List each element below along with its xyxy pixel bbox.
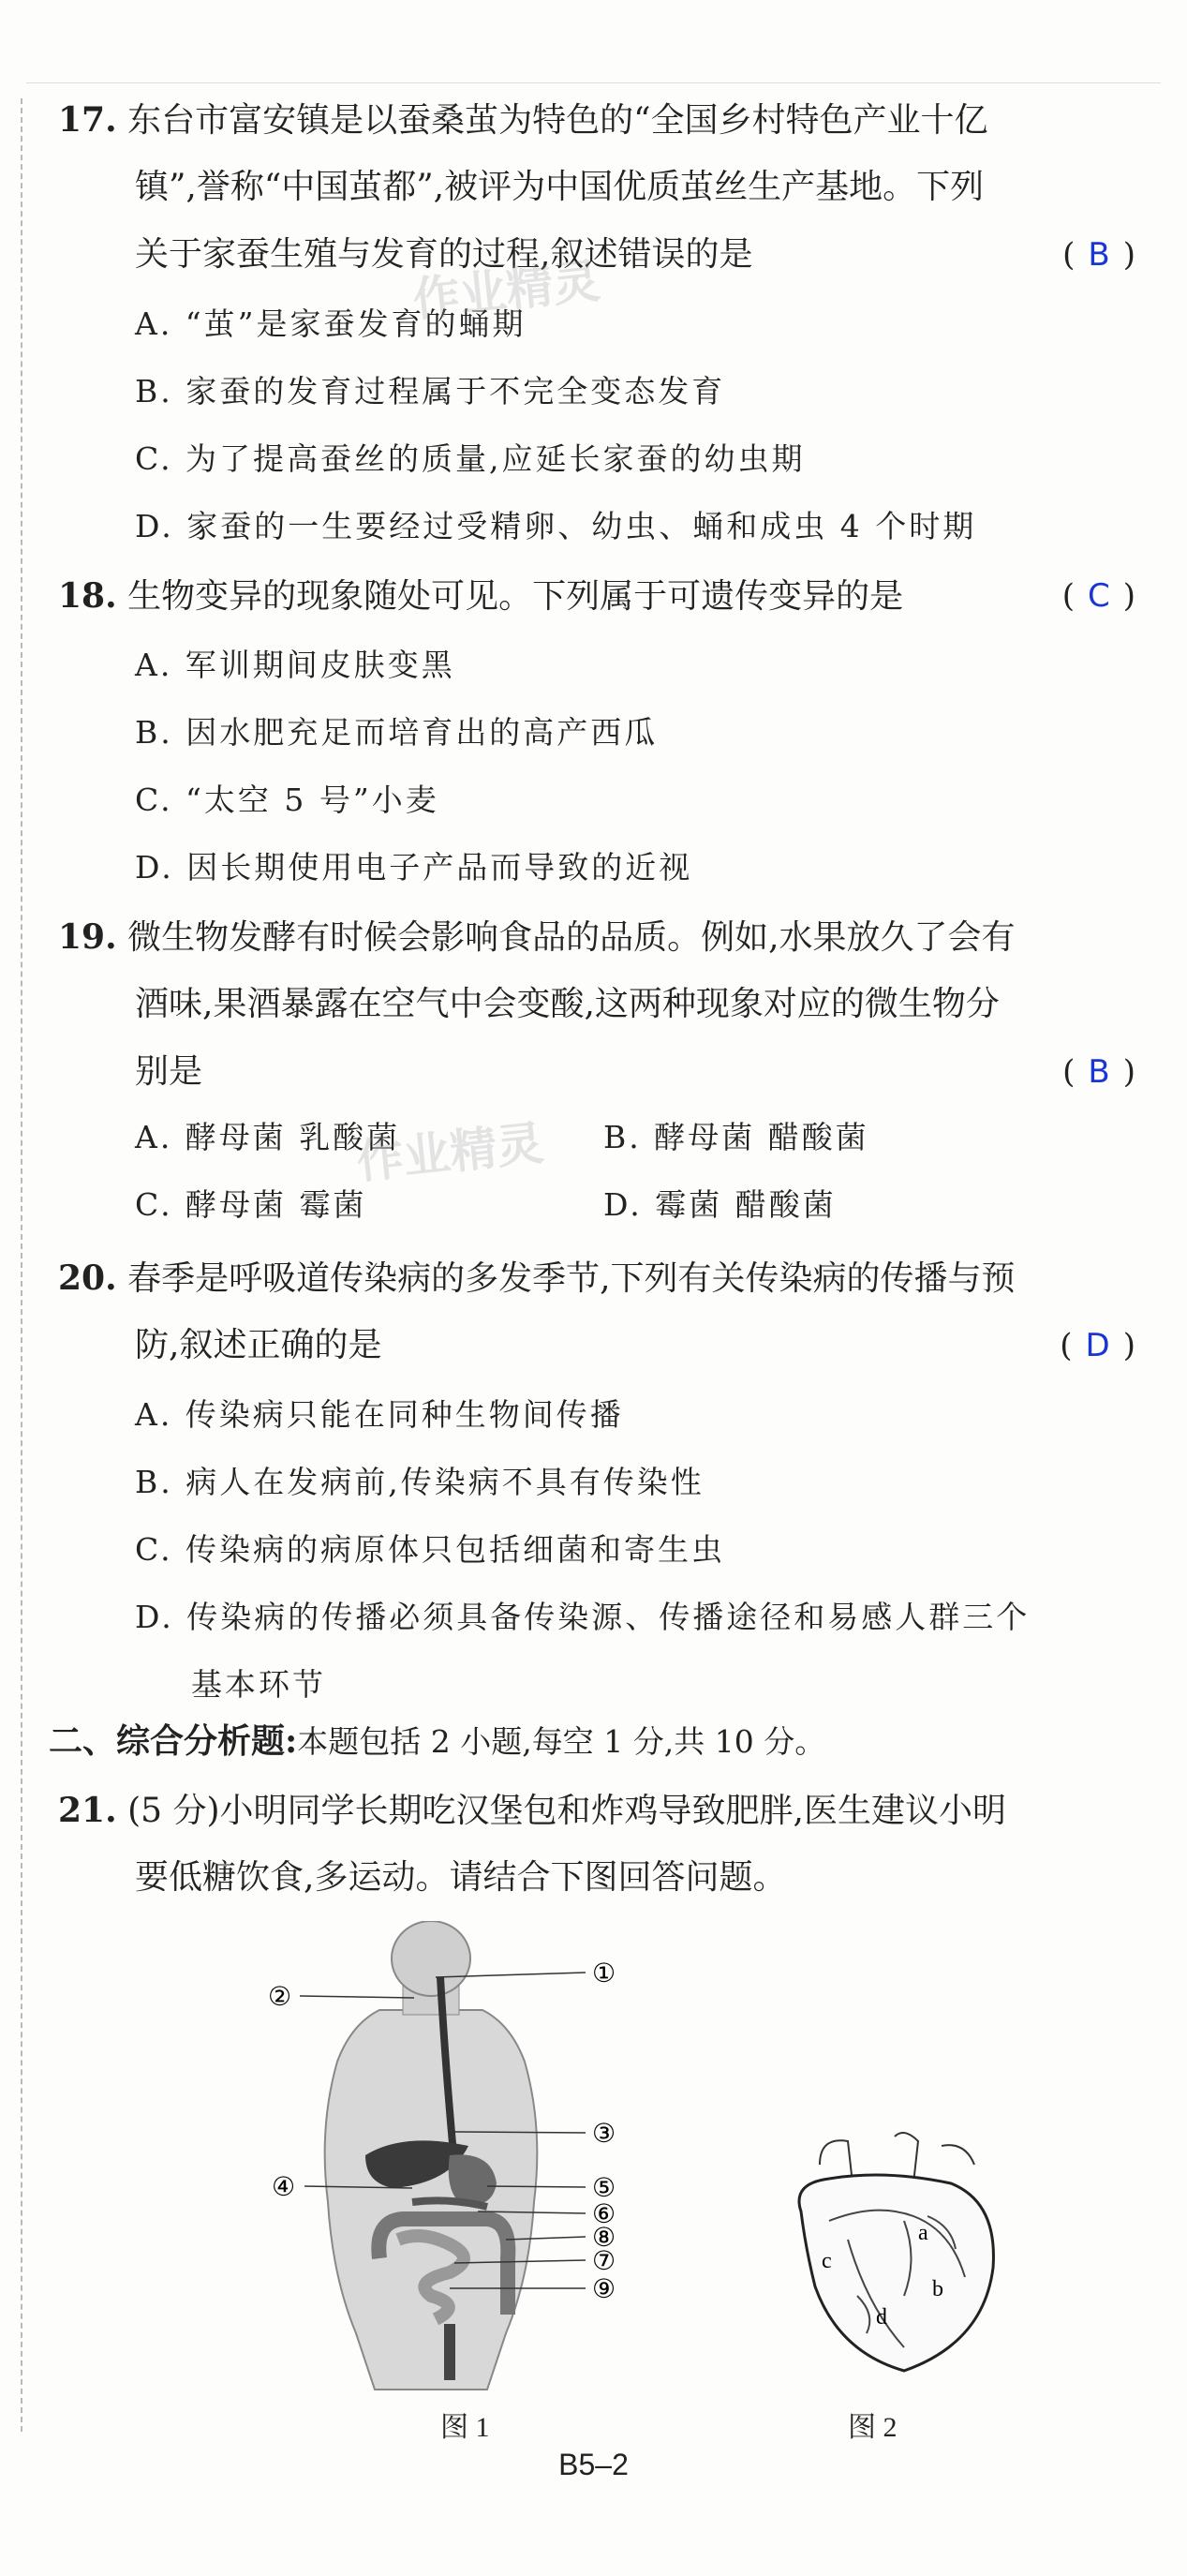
answer-box: ( B ) (1062, 236, 1135, 274)
option-b: B. 因水肥充足而培育出的高产西瓜 (135, 714, 659, 751)
option-d-continuation: 基本环节 (191, 1666, 326, 1703)
figure-2-heart (764, 2127, 1016, 2390)
fig2-label: c (822, 2249, 832, 2273)
question-text-line: 东台市富安镇是以蚕桑茧为特色的“全国乡村特色产业十亿 (127, 101, 988, 140)
section-description: 本题包括 2 小题,每空 1 分,共 10 分。 (297, 1723, 826, 1760)
top-rule (26, 82, 1161, 83)
option-c: C. 酵母菌 霉菌 (135, 1186, 367, 1223)
option-d: D. 因长期使用电子产品而导致的近视 (135, 849, 693, 886)
option-a: A. “茧”是家蚕发育的蛹期 (135, 305, 527, 342)
fig1-label: ① (592, 1958, 616, 1988)
option-a: A. 传染病只能在同种生物间传播 (135, 1396, 624, 1433)
binding-margin-line (21, 98, 22, 2432)
fig1-label: ⑤ (592, 2172, 616, 2203)
fig2-label: b (932, 2277, 943, 2301)
watermark: 作业精灵 (409, 253, 602, 328)
question-number: 18. (58, 576, 117, 616)
option-c: C. “太空 5 号”小麦 (135, 782, 439, 818)
fig1-label: ⑥ (592, 2198, 616, 2229)
option-b: B. 病人在发病前,传染病不具有传染性 (135, 1464, 705, 1500)
question-number: 19. (58, 917, 117, 957)
question-text-line: (5 分)小明同学长期吃汉堡包和炸鸡导致肥胖,医生建议小明 (127, 1792, 1006, 1830)
question-text-line: 生物变异的现象随处可见。下列属于可遗传变异的是 (127, 577, 904, 616)
section-title: 二、综合分析题: (49, 1721, 298, 1761)
question-text-line: 春季是呼吸道传染病的多发季节,下列有关传染病的传播与预 (127, 1259, 1016, 1298)
fig1-label: ⑨ (592, 2273, 616, 2304)
answer-box: ( B ) (1062, 1053, 1135, 1091)
fig1-label: ② (268, 1981, 292, 2012)
option-c: C. 传染病的病原体只包括细菌和寄生虫 (135, 1531, 726, 1568)
option-b: B. 酵母菌 醋酸菌 (603, 1119, 869, 1155)
option-d: D. 传染病的传播必须具备传染源、传播途径和易感人群三个 (135, 1599, 1031, 1635)
question-number: 17. (58, 100, 117, 140)
question-text-line: 微生物发酵有时候会影响食品的品质。例如,水果放久了会有 (127, 918, 1016, 957)
option-a: A. 军训期间皮肤变黑 (135, 647, 455, 683)
answer-letter: B (1088, 236, 1110, 274)
figure-2-caption: 图 2 (848, 2412, 898, 2443)
figure-1-digestive-system (262, 1921, 693, 2399)
answer-box: ( C ) (1061, 577, 1135, 615)
answer-letter: D (1085, 1327, 1110, 1364)
option-c: C. 为了提高蚕丝的质量,应延长家蚕的幼虫期 (135, 440, 806, 477)
question-number: 20. (58, 1258, 117, 1298)
answer-letter: C (1087, 577, 1110, 615)
option-d: D. 家蚕的一生要经过受精卵、幼虫、蛹和成虫 4 个时期 (135, 508, 977, 544)
fig1-label: ③ (592, 2118, 616, 2149)
fig1-label: ⑧ (592, 2222, 616, 2253)
fig1-label: ⑦ (592, 2245, 616, 2276)
answer-letter: B (1088, 1053, 1110, 1091)
question-text-line: 防,叙述正确的是 (135, 1326, 382, 1364)
option-a: A. 酵母菌 乳酸菌 (135, 1119, 401, 1155)
question-text-line: 镇”,誉称“中国茧都”,被评为中国优质茧丝生产基地。下列 (135, 168, 985, 206)
fig2-label: d (876, 2305, 887, 2330)
figure-1-caption: 图 1 (440, 2412, 490, 2443)
page-number: B5–2 (558, 2448, 629, 2481)
question-text-line: 要低糖饮食,多运动。请结合下图回答问题。 (135, 1858, 787, 1897)
question-number: 21. (58, 1791, 117, 1830)
fig1-label: ④ (272, 2171, 296, 2202)
answer-box: ( D ) (1060, 1327, 1135, 1364)
question-text-line: 别是 (135, 1052, 203, 1091)
option-b: B. 家蚕的发育过程属于不完全变态发育 (135, 373, 726, 409)
watermark: 作业精灵 (353, 1115, 546, 1190)
option-d: D. 霉菌 醋酸菌 (603, 1186, 837, 1223)
question-text-line: 酒味,果酒暴露在空气中会变酸,这两种现象对应的微生物分 (135, 985, 1000, 1023)
question-text-line: 关于家蚕生殖与发育的过程,叙述错误的是 (135, 235, 753, 274)
fig2-label: a (918, 2221, 928, 2245)
